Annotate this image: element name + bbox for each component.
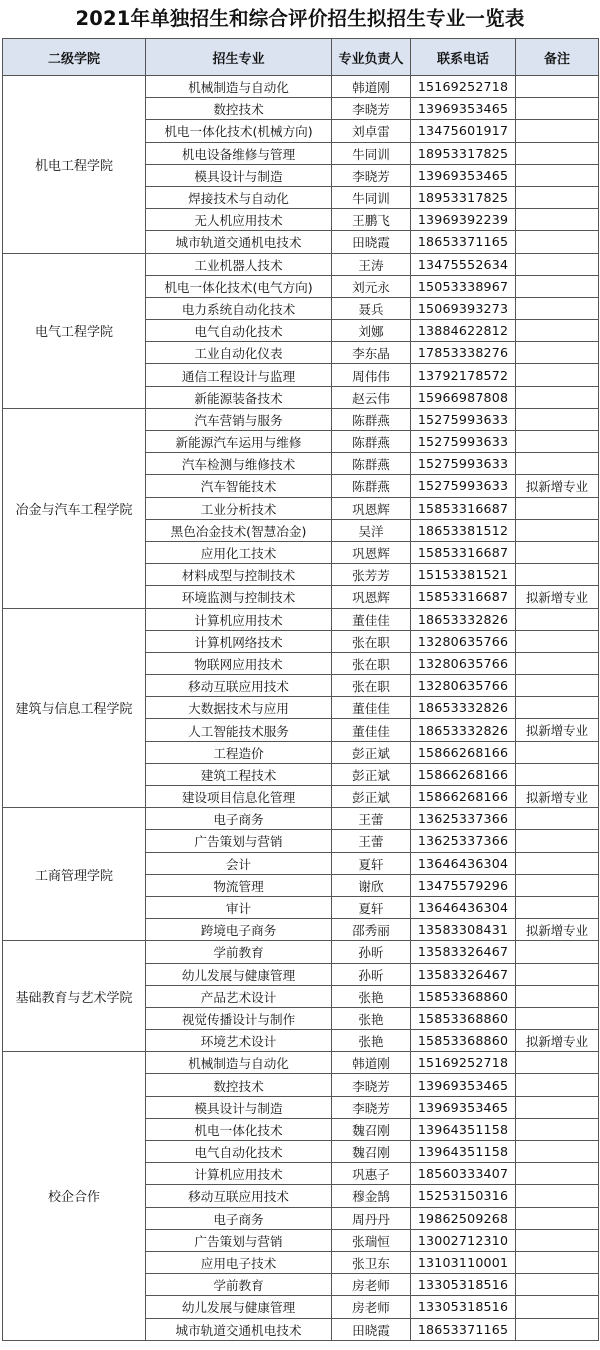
head-cell: 董佳佳: [332, 608, 411, 630]
note-cell: [516, 408, 599, 430]
head-cell: 孙昕: [332, 941, 411, 963]
college-name: 机电工程学院: [3, 76, 146, 254]
note-cell: [516, 275, 599, 297]
phone-cell: 15866268166: [411, 741, 516, 763]
phone-cell: 15275993633: [411, 408, 516, 430]
head-cell: 夏轩: [332, 852, 411, 874]
note-cell: [516, 1052, 599, 1074]
note-cell: [516, 1229, 599, 1251]
major-cell: 无人机应用技术: [146, 209, 332, 231]
major-cell: 移动互联应用技术: [146, 1185, 332, 1207]
major-cell: 建筑工程技术: [146, 763, 332, 785]
phone-cell: 18560333407: [411, 1163, 516, 1185]
major-cell: 新能源装备技术: [146, 386, 332, 408]
major-cell: 跨境电子商务: [146, 919, 332, 941]
note-cell: [516, 342, 599, 364]
college-name: 基础教育与艺术学院: [3, 941, 146, 1052]
head-cell: 周丹丹: [332, 1207, 411, 1229]
phone-cell: 19862509268: [411, 1207, 516, 1229]
note-cell: [516, 142, 599, 164]
head-cell: 房老师: [332, 1296, 411, 1318]
major-cell: 应用电子技术: [146, 1251, 332, 1273]
table-header: [3, 39, 599, 76]
head-cell: 张艳: [332, 1030, 411, 1052]
note-cell: 拟新增专业: [516, 786, 599, 808]
header-college: 二级学院: [3, 39, 146, 76]
head-cell: 孙昕: [332, 963, 411, 985]
note-cell: [516, 453, 599, 475]
major-cell: 城市轨道交通机电技术: [146, 1318, 332, 1340]
note-cell: [516, 253, 599, 275]
phone-cell: 13280635766: [411, 630, 516, 652]
note-cell: [516, 1118, 599, 1140]
major-cell: 物联网应用技术: [146, 652, 332, 674]
major-cell: 审计: [146, 896, 332, 918]
note-cell: [516, 186, 599, 208]
note-cell: [516, 675, 599, 697]
college-name: 冶金与汽车工程学院: [3, 408, 146, 608]
head-cell: 穆金鹄: [332, 1185, 411, 1207]
major-cell: 机电一体化技术: [146, 1118, 332, 1140]
note-cell: [516, 741, 599, 763]
college-name: 电气工程学院: [3, 253, 146, 408]
head-cell: 董佳佳: [332, 719, 411, 741]
table-row: [3, 941, 599, 963]
major-cell: 移动互联应用技术: [146, 675, 332, 697]
major-cell: 材料成型与控制技术: [146, 564, 332, 586]
head-cell: 董佳佳: [332, 697, 411, 719]
phone-cell: 13625337366: [411, 830, 516, 852]
table-row: [3, 1052, 599, 1074]
major-cell: 应用化工技术: [146, 541, 332, 563]
head-cell: 刘娜: [332, 320, 411, 342]
head-cell: 李东晶: [332, 342, 411, 364]
head-cell: 巩惠子: [332, 1163, 411, 1185]
major-cell: 计算机网络技术: [146, 630, 332, 652]
phone-cell: 13884622812: [411, 320, 516, 342]
phone-cell: 13646436304: [411, 852, 516, 874]
phone-cell: 15169252718: [411, 1052, 516, 1074]
phone-cell: 15853368860: [411, 985, 516, 1007]
major-cell: 汽车检测与维修技术: [146, 453, 332, 475]
phone-cell: 17853338276: [411, 342, 516, 364]
note-cell: 拟新增专业: [516, 919, 599, 941]
note-cell: [516, 1007, 599, 1029]
head-cell: 张芳芳: [332, 564, 411, 586]
table-row: [3, 808, 599, 830]
major-cell: 新能源汽车运用与维修: [146, 431, 332, 453]
major-cell: 黑色冶金技术(智慧冶金): [146, 519, 332, 541]
table-body: [3, 76, 599, 1341]
note-cell: [516, 941, 599, 963]
note-cell: [516, 1251, 599, 1273]
phone-cell: 13969353465: [411, 98, 516, 120]
phone-cell: 13625337366: [411, 808, 516, 830]
phone-cell: 13475601917: [411, 120, 516, 142]
note-cell: [516, 497, 599, 519]
header-note: 备注: [516, 39, 599, 76]
major-cell: 机电一体化技术(机械方向): [146, 120, 332, 142]
phone-cell: 13964351158: [411, 1118, 516, 1140]
head-cell: 聂兵: [332, 297, 411, 319]
phone-cell: 15275993633: [411, 431, 516, 453]
phone-cell: 18653371165: [411, 1318, 516, 1340]
note-cell: 拟新增专业: [516, 475, 599, 497]
page-title: 2021年单独招生和综合评价招生拟招生专业一览表: [75, 7, 525, 30]
note-cell: [516, 164, 599, 186]
phone-cell: 15853316687: [411, 586, 516, 608]
phone-cell: 13969353465: [411, 164, 516, 186]
header-major: 招生专业: [146, 39, 332, 76]
note-cell: [516, 830, 599, 852]
note-cell: [516, 431, 599, 453]
major-cell: 汽车营销与服务: [146, 408, 332, 430]
head-cell: 王涛: [332, 253, 411, 275]
head-cell: 李晓芳: [332, 1074, 411, 1096]
major-cell: 机电一体化技术(电气方向): [146, 275, 332, 297]
major-cell: 产品艺术设计: [146, 985, 332, 1007]
major-cell: 数控技术: [146, 1074, 332, 1096]
note-cell: 拟新增专业: [516, 719, 599, 741]
head-cell: 李晓芳: [332, 164, 411, 186]
major-cell: 电气自动化技术: [146, 320, 332, 342]
note-cell: [516, 1096, 599, 1118]
phone-cell: 13305318516: [411, 1274, 516, 1296]
head-cell: 牛同训: [332, 186, 411, 208]
note-cell: [516, 320, 599, 342]
note-cell: [516, 985, 599, 1007]
note-cell: [516, 874, 599, 896]
phone-cell: 15866268166: [411, 786, 516, 808]
phone-cell: 15866268166: [411, 763, 516, 785]
note-cell: [516, 98, 599, 120]
college-name: 建筑与信息工程学院: [3, 608, 146, 808]
phone-cell: 13583326467: [411, 941, 516, 963]
phone-cell: 13002712310: [411, 1229, 516, 1251]
head-cell: 谢欣: [332, 874, 411, 896]
phone-cell: 15253150316: [411, 1185, 516, 1207]
table-row: [3, 76, 599, 98]
note-cell: [516, 1074, 599, 1096]
note-cell: [516, 231, 599, 253]
note-cell: [516, 364, 599, 386]
majors-table: [2, 38, 599, 1341]
major-cell: 电子商务: [146, 808, 332, 830]
head-cell: 魏召刚: [332, 1118, 411, 1140]
head-cell: 王蕾: [332, 830, 411, 852]
note-cell: [516, 1296, 599, 1318]
note-cell: [516, 564, 599, 586]
head-cell: 刘卓雷: [332, 120, 411, 142]
head-cell: 牛同训: [332, 142, 411, 164]
head-cell: 张在职: [332, 630, 411, 652]
head-cell: 陈群燕: [332, 453, 411, 475]
phone-cell: 15853316687: [411, 497, 516, 519]
head-cell: 夏轩: [332, 896, 411, 918]
phone-cell: 18653381512: [411, 519, 516, 541]
major-cell: 广告策划与营销: [146, 1229, 332, 1251]
major-cell: 大数据技术与应用: [146, 697, 332, 719]
major-cell: 电气自动化技术: [146, 1141, 332, 1163]
phone-cell: 18953317825: [411, 142, 516, 164]
note-cell: [516, 120, 599, 142]
head-cell: 田晓霞: [332, 231, 411, 253]
phone-cell: 15275993633: [411, 475, 516, 497]
header-phone: 联系电话: [411, 39, 516, 76]
major-cell: 数控技术: [146, 98, 332, 120]
major-cell: 计算机应用技术: [146, 1163, 332, 1185]
head-cell: 彭正斌: [332, 741, 411, 763]
note-cell: [516, 209, 599, 231]
head-cell: 张艳: [332, 985, 411, 1007]
phone-cell: 13305318516: [411, 1296, 516, 1318]
phone-cell: 13792178572: [411, 364, 516, 386]
head-cell: 魏召刚: [332, 1141, 411, 1163]
college-name: 工商管理学院: [3, 808, 146, 941]
head-cell: 张卫东: [332, 1251, 411, 1273]
major-cell: 人工智能技术服务: [146, 719, 332, 741]
head-cell: 巩恩辉: [332, 497, 411, 519]
major-cell: 物流管理: [146, 874, 332, 896]
note-cell: [516, 697, 599, 719]
head-cell: 王鹏飞: [332, 209, 411, 231]
header-head: 专业负责人: [332, 39, 411, 76]
major-cell: 工业机器人技术: [146, 253, 332, 275]
major-cell: 建设项目信息化管理: [146, 786, 332, 808]
major-cell: 工业自动化仪表: [146, 342, 332, 364]
phone-cell: 18653332826: [411, 608, 516, 630]
head-cell: 韩道刚: [332, 76, 411, 98]
note-cell: [516, 76, 599, 98]
note-cell: [516, 1318, 599, 1340]
major-cell: 电力系统自动化技术: [146, 297, 332, 319]
head-cell: 陈群燕: [332, 431, 411, 453]
table-row: [3, 253, 599, 275]
note-cell: 拟新增专业: [516, 586, 599, 608]
note-cell: [516, 608, 599, 630]
major-cell: 机电设备维修与管理: [146, 142, 332, 164]
phone-cell: 13583308431: [411, 919, 516, 941]
college-name: 校企合作: [3, 1052, 146, 1340]
head-cell: 陈群燕: [332, 408, 411, 430]
phone-cell: 18953317825: [411, 186, 516, 208]
major-cell: 通信工程设计与监理: [146, 364, 332, 386]
phone-cell: 15966987808: [411, 386, 516, 408]
phone-cell: 13646436304: [411, 896, 516, 918]
head-cell: 韩道刚: [332, 1052, 411, 1074]
major-cell: 学前教育: [146, 1274, 332, 1296]
phone-cell: 18653332826: [411, 719, 516, 741]
phone-cell: 13103110001: [411, 1251, 516, 1273]
note-cell: [516, 1163, 599, 1185]
note-cell: [516, 630, 599, 652]
head-cell: 彭正斌: [332, 786, 411, 808]
major-cell: 视觉传播设计与制作: [146, 1007, 332, 1029]
major-cell: 模具设计与制造: [146, 164, 332, 186]
phone-cell: 15053338967: [411, 275, 516, 297]
note-cell: [516, 1141, 599, 1163]
major-cell: 环境艺术设计: [146, 1030, 332, 1052]
phone-cell: 15853368860: [411, 1030, 516, 1052]
head-cell: 张在职: [332, 652, 411, 674]
head-cell: 邵秀丽: [332, 919, 411, 941]
phone-cell: 18653332826: [411, 697, 516, 719]
major-cell: 幼儿发展与健康管理: [146, 963, 332, 985]
major-cell: 会计: [146, 852, 332, 874]
head-cell: 李晓芳: [332, 1096, 411, 1118]
major-cell: 城市轨道交通机电技术: [146, 231, 332, 253]
phone-cell: 13969353465: [411, 1096, 516, 1118]
phone-cell: 13969353465: [411, 1074, 516, 1096]
major-cell: 工业分析技术: [146, 497, 332, 519]
major-cell: 学前教育: [146, 941, 332, 963]
note-cell: [516, 541, 599, 563]
note-cell: [516, 519, 599, 541]
phone-cell: 15069393273: [411, 297, 516, 319]
head-cell: 张在职: [332, 675, 411, 697]
major-cell: 工程造价: [146, 741, 332, 763]
note-cell: [516, 1185, 599, 1207]
major-cell: 环境监测与控制技术: [146, 586, 332, 608]
note-cell: [516, 896, 599, 918]
phone-cell: 15853368860: [411, 1007, 516, 1029]
phone-cell: 15853316687: [411, 541, 516, 563]
phone-cell: 13964351158: [411, 1141, 516, 1163]
phone-cell: 13583326467: [411, 963, 516, 985]
note-cell: 拟新增专业: [516, 1030, 599, 1052]
header-row: [3, 39, 599, 76]
major-cell: 计算机应用技术: [146, 608, 332, 630]
phone-cell: 13280635766: [411, 652, 516, 674]
table-row: [3, 608, 599, 630]
note-cell: [516, 1207, 599, 1229]
phone-cell: 13969392239: [411, 209, 516, 231]
major-cell: 广告策划与营销: [146, 830, 332, 852]
head-cell: 田晓霞: [332, 1318, 411, 1340]
major-cell: 幼儿发展与健康管理: [146, 1296, 332, 1318]
note-cell: [516, 652, 599, 674]
note-cell: [516, 852, 599, 874]
head-cell: 彭正斌: [332, 763, 411, 785]
phone-cell: 13475552634: [411, 253, 516, 275]
major-cell: 机械制造与自动化: [146, 76, 332, 98]
note-cell: [516, 963, 599, 985]
head-cell: 王蕾: [332, 808, 411, 830]
head-cell: 吴洋: [332, 519, 411, 541]
phone-cell: 13475579296: [411, 874, 516, 896]
note-cell: [516, 297, 599, 319]
note-cell: [516, 386, 599, 408]
head-cell: 巩恩辉: [332, 541, 411, 563]
head-cell: 陈群燕: [332, 475, 411, 497]
major-cell: 电子商务: [146, 1207, 332, 1229]
major-cell: 机械制造与自动化: [146, 1052, 332, 1074]
head-cell: 张艳: [332, 1007, 411, 1029]
phone-cell: 18653371165: [411, 231, 516, 253]
phone-cell: 13280635766: [411, 675, 516, 697]
phone-cell: 15153381521: [411, 564, 516, 586]
head-cell: 赵云伟: [332, 386, 411, 408]
head-cell: 刘元永: [332, 275, 411, 297]
head-cell: 张瑞恒: [332, 1229, 411, 1251]
major-cell: 模具设计与制造: [146, 1096, 332, 1118]
table-row: [3, 408, 599, 430]
phone-cell: 15275993633: [411, 453, 516, 475]
head-cell: 巩恩辉: [332, 586, 411, 608]
note-cell: [516, 808, 599, 830]
head-cell: 周伟伟: [332, 364, 411, 386]
head-cell: 李晓芳: [332, 98, 411, 120]
note-cell: [516, 1274, 599, 1296]
major-cell: 焊接技术与自动化: [146, 186, 332, 208]
head-cell: 房老师: [332, 1274, 411, 1296]
phone-cell: 15169252718: [411, 76, 516, 98]
major-cell: 汽车智能技术: [146, 475, 332, 497]
note-cell: [516, 763, 599, 785]
